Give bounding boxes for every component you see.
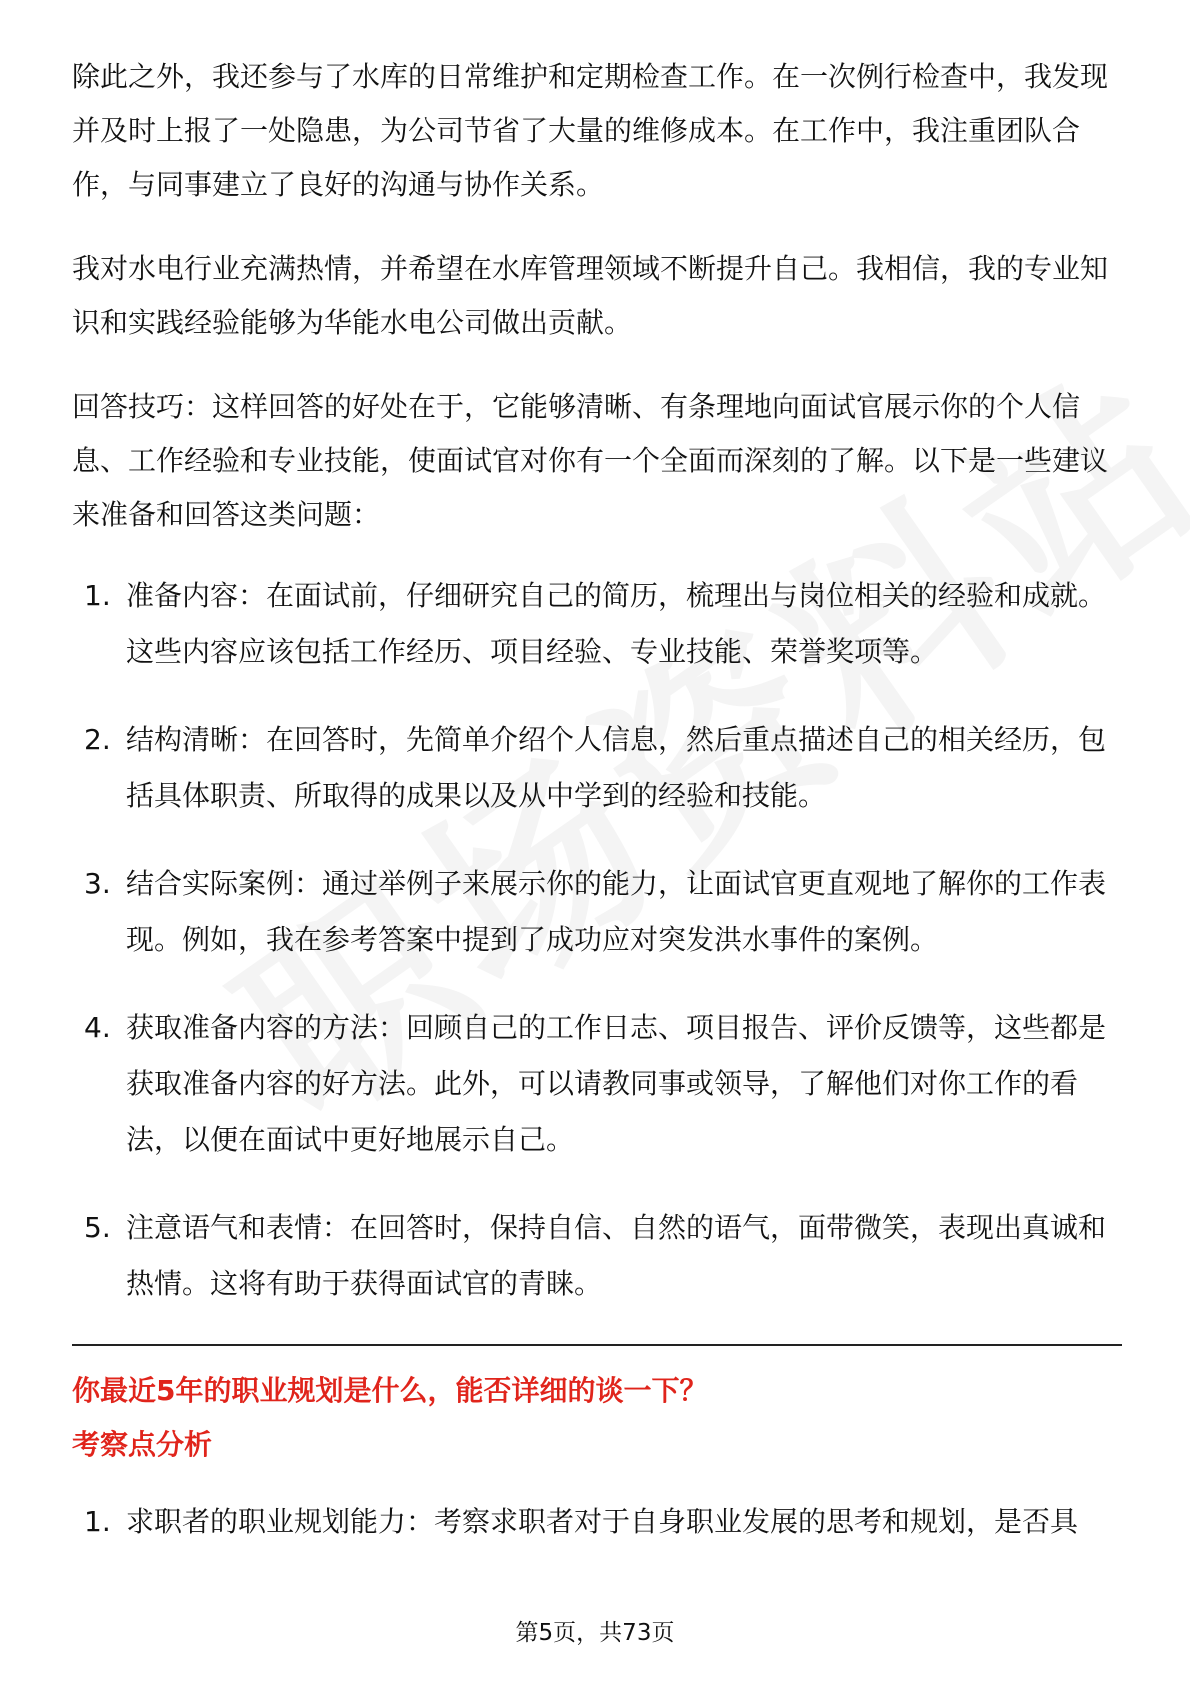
list-item: 3. 结合实际案例：通过举例子来展示你的能力，让面试官更直观地了解你的工作表现。例如，我在参考答案中提到了成功应对突发洪水事件的案例。: [84, 867, 1107, 956]
paragraph-experience: 除此之外，我还参与了水库的日常维护和定期检查工作。在一次例行检查中，我发现并及时上报了一处隐患，为公司节省了大量的维修成本。在工作中，我注重团队合作，与同事建立了良好的沟通与协作关系。: [72, 60, 1109, 201]
list-item: 2. 结构清晰：在回答时，先简单介绍个人信息，然后重点描述自己的相关经历，包括具体职责、所取得的成果以及从中学到的经验和技能。: [84, 723, 1107, 812]
list-item: 4. 获取准备内容的方法：回顾自己的工作日志、项目报告、评价反馈等，这些都是获取准备内容的好方法。此外，可以请教同事或领导，了解他们对你工作的看法，以便在面试中更好地展示自己。: [84, 1011, 1107, 1156]
question-heading: 你最近5年的职业规划是什么，能否详细的谈一下？: [72, 1374, 708, 1407]
section-divider: [72, 1344, 1122, 1346]
tips-list: [72, 568, 1122, 1312]
list-item: 5. 注意语气和表情：在回答时，保持自信、自然的语气，面带微笑，表现出真诚和热情。这将有助于获得面试官的青睐。: [84, 1211, 1107, 1300]
analysis-list: [72, 1494, 1122, 1550]
paragraph-passion: 我对水电行业充满热情，并希望在水库管理领域不断提升自己。我相信，我的专业知识和实践经验能够为华能水电公司做出贡献。: [72, 252, 1109, 339]
list-item: 1. 准备内容：在面试前，仔细研究自己的简历，梳理出与岗位相关的经验和成就。这些内容应该包括工作经历、项目经验、专业技能、荣誉奖项等。: [84, 579, 1107, 668]
page-footer: 第5页，共73页: [515, 1620, 675, 1646]
paragraph-answer-tips: 回答技巧：这样回答的好处在于，它能够清晰、有条理地向面试官展示你的个人信息、工作经验和专业技能，使面试官对你有一个全面而深刻的了解。以下是一些建议来准备和回答这类问题：: [72, 390, 1109, 531]
list-item: 1. 求职者的职业规划能力：考察求职者对于自身职业发展的思考和规划，是否具: [84, 1505, 1079, 1538]
page-content: [72, 50, 1122, 1582]
analysis-heading: 考察点分析: [72, 1428, 213, 1461]
